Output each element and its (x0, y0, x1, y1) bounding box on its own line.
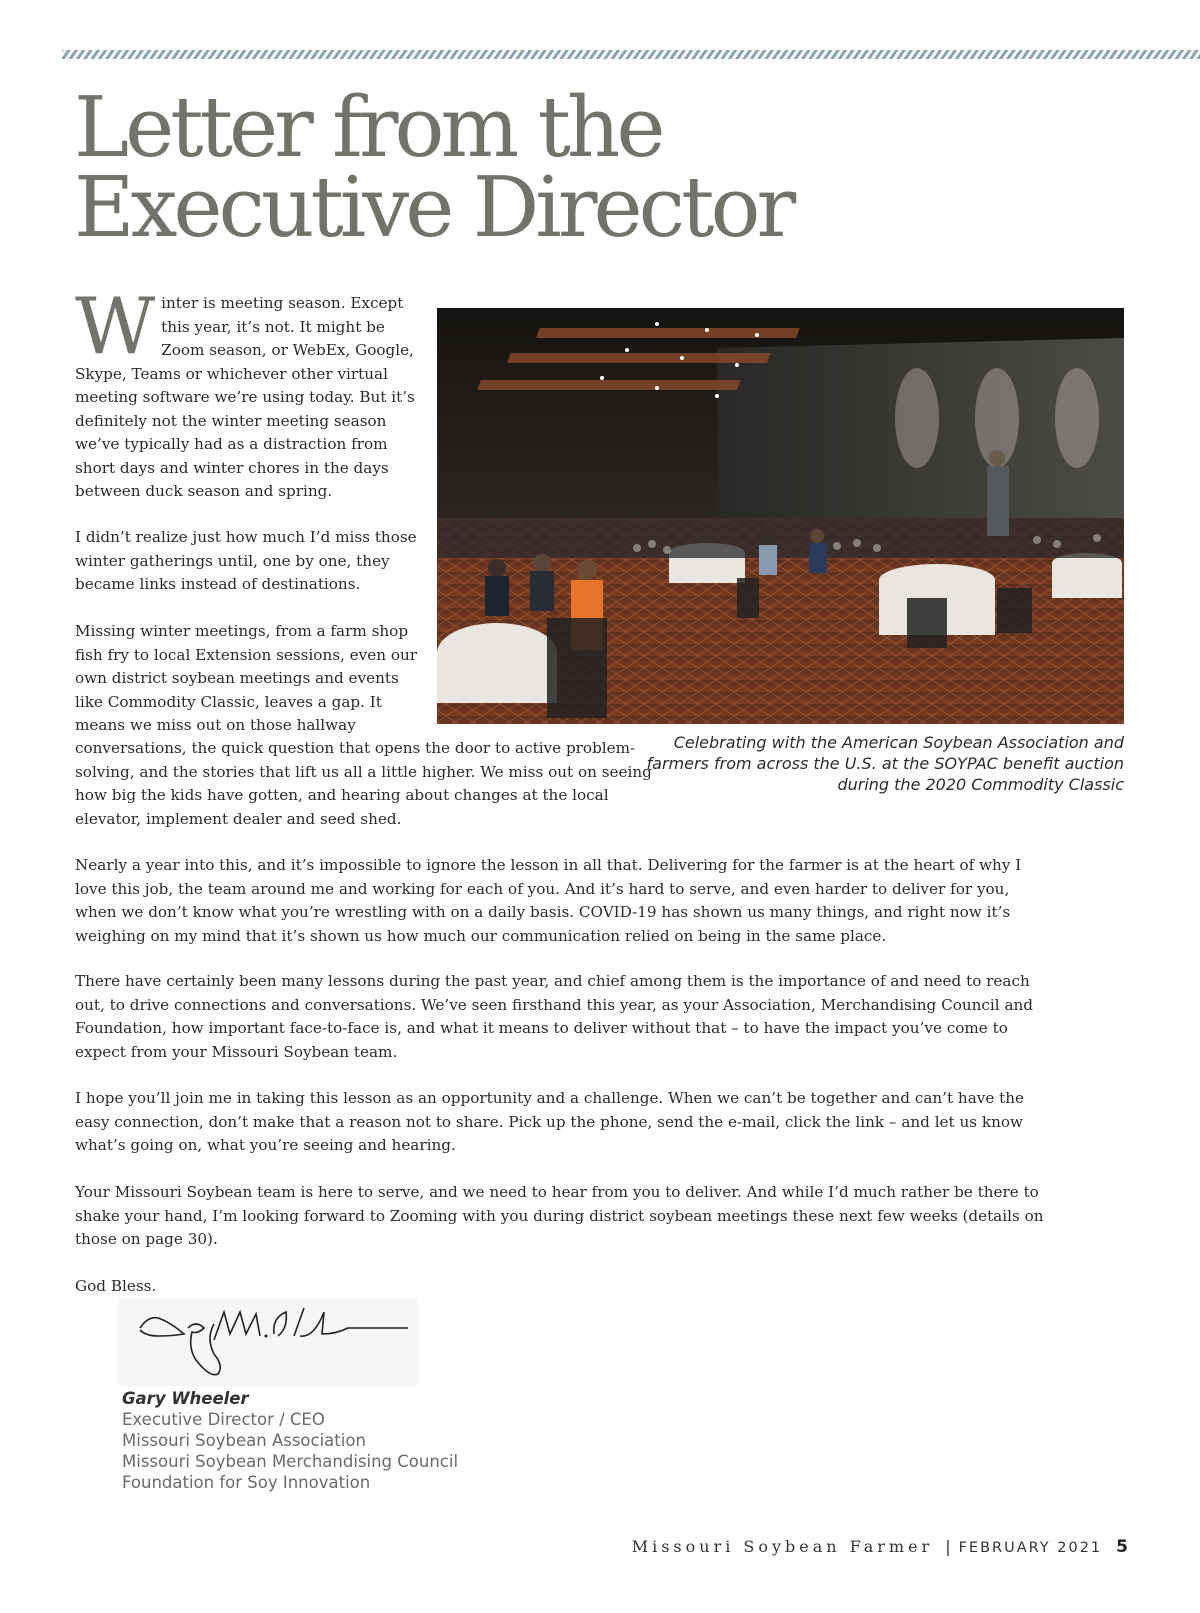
signer-name: Gary Wheeler (122, 1389, 249, 1408)
photo-caption: Celebrating with the American Soybean Association and farmers from across the U.S. at the SOYPAC benefit auction during the 2020 Commodity Classic (646, 733, 1124, 794)
closing-line: God Bless. (75, 1277, 157, 1295)
paragraph-6: I hope you’ll join me in taking this lesson as an opportunity and a challenge. When we can’t be together and can’t have the easy connection, don’t make that a reason not to share. Pick up the phone, send the e-mail, click the link – and let us know what’s going on, what you’re seeing and hearing. (75, 1089, 1025, 1154)
handwritten-signature (118, 1298, 418, 1386)
paragraph-4: Nearly a year into this, and it’s impossible to ignore the lesson in all that. Delivering for the farmer is at the heart of why I love this job, the team around me and working for each of you. And it’s hard to serve, and even harder to deliver for you, when we don’t know what you’re wrestling with on a daily basis. COVID-19 has shown us many things, and right now it’s weighing on my mind that it’s shown us how much our communication relied on being in the same place. (75, 856, 1022, 945)
paragraph-7: Your Missouri Soybean team is here to serve, and we need to hear from you to deliver. And while I’d much rather be there to shake your hand, I’m looking forward to Zooming with you during district soybean meetings these next few weeks (details on those on page 30). (75, 1183, 1044, 1248)
page-footer (632, 1537, 1128, 1557)
footer-separator: | (945, 1537, 951, 1556)
signer-org-3: Foundation for Soy Innovation (122, 1473, 371, 1492)
page-number: 5 (1116, 1537, 1128, 1557)
paragraph-3-continued: conversations, the quick question that opens the door to active problem-solving, and the stories that lift us all a little higher. We miss out on seeing how big the kids have gotten, and hearing about changes at the local elevator, implement dealer and seed shed. (75, 739, 652, 828)
paragraph-1: inter is meeting season. Except this year, it’s not. It might be Zoom season, or WebEx, Google, Skype, Teams or whichever other virtual meeting software we’re using today. But it’s definitely not the winter meeting season we’ve typically had as a distraction from short days and winter chores in the days between duck season and spring. (75, 294, 415, 500)
signature-block (122, 1388, 458, 1493)
paragraph-5: There have certainly been many lessons during the past year, and chief among them is the importance of and need to reach out, to drive connections and conversations. We’ve seen firsthand this year, as your Association, Merchandising Council and Foundation, how important face-to-face is, and what it means to deliver without that – to have the impact you’ve come to expect from your Missouri Soybean team. (75, 972, 1034, 1061)
banquet-hall-image (437, 308, 1124, 724)
event-photo (437, 308, 1124, 724)
publication-name: Missouri Soybean Farmer (631, 1537, 934, 1556)
drop-cap: W (75, 282, 156, 372)
page-title: Letter from the Executive Director (74, 79, 793, 256)
header-stripe-rule (62, 50, 1200, 59)
signer-title: Executive Director / CEO (122, 1410, 325, 1429)
signer-org-1: Missouri Soybean Association (122, 1431, 366, 1450)
paragraph-3: Missing winter meetings, from a farm shop fish fry to local Extension sessions, even our own district soybean meetings and events like Commodity Classic, leaves a gap. It means we miss out on those hallway (75, 622, 418, 734)
paragraph-2: I didn’t realize just how much I’d miss those winter gatherings until, one by one, they became links instead of destinations. (75, 528, 417, 593)
letter-intro (75, 282, 425, 504)
signer-org-2: Missouri Soybean Merchandising Council (122, 1452, 459, 1471)
issue-date: FEBRUARY 2021 (958, 1540, 1103, 1556)
